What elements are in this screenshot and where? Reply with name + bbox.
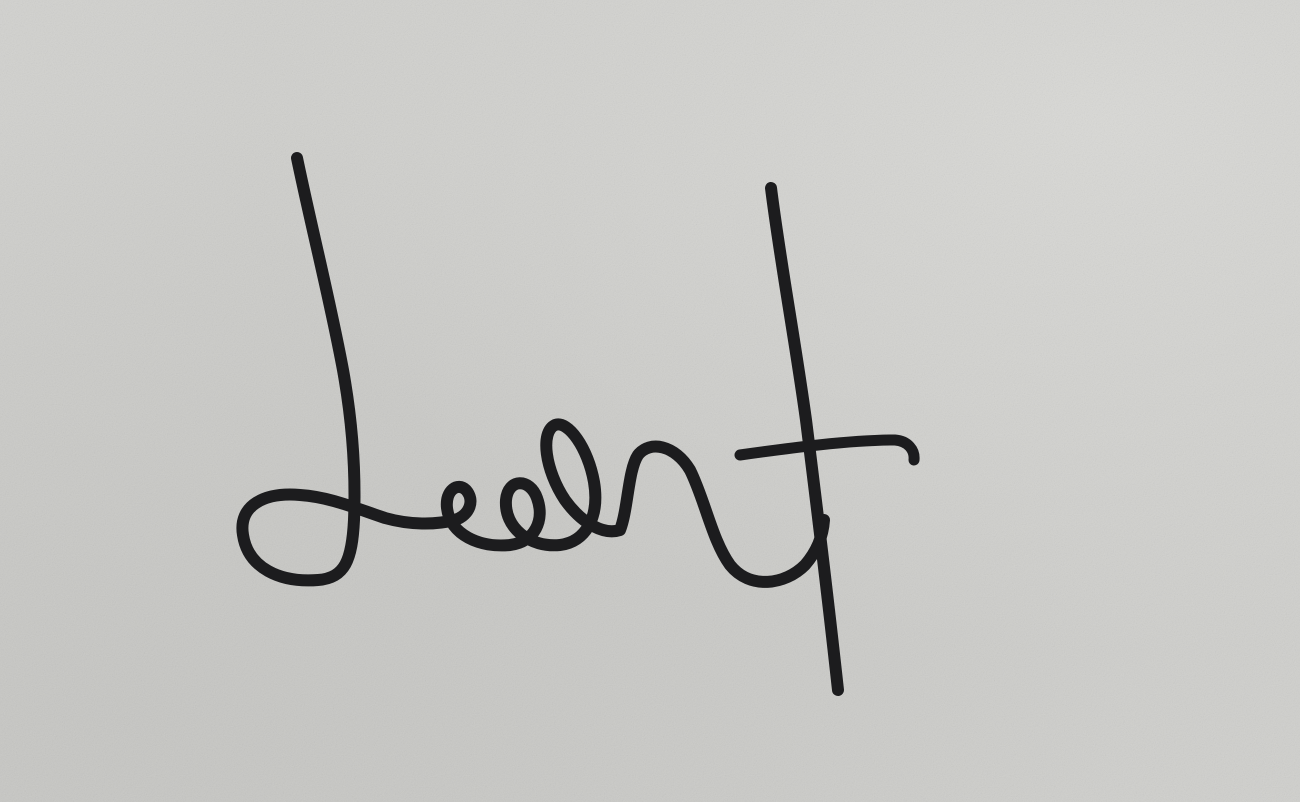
signature-ink (242, 158, 914, 690)
